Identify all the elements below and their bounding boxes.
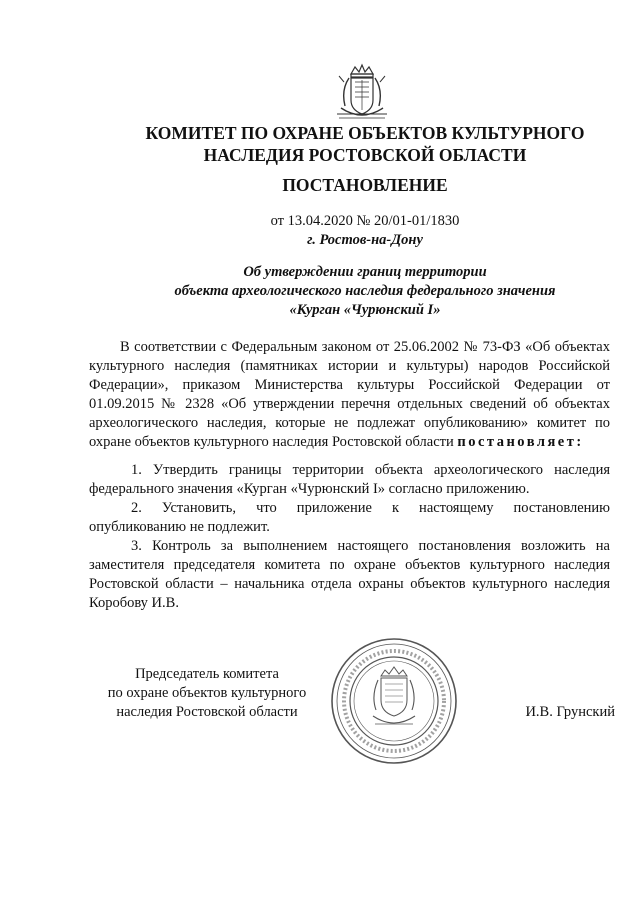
organization-title-line1: КОМИТЕТ ПО ОХРАНЕ ОБЪЕКТОВ КУЛЬТУРНОГО	[145, 123, 585, 143]
resolution-item: 1. Утвердить границы территории объекта археологического наследия федерального значения «Курган «Чурюнский I» согласно приложению.	[89, 462, 610, 497]
signer-position-line1: Председатель комитета	[135, 666, 279, 682]
document-meta	[100, 212, 630, 250]
signer-position	[92, 665, 322, 722]
resolution-item: 2. Установить, что приложение к настоящему постановлению опубликованию не подлежит.	[89, 500, 610, 535]
preamble-text: В соответствии с Федеральным законом от 25.06.2002 № 73-ФЗ «Об объектах культурного наследия (памятниках истории и культуры) народов Российской Федерации», приказом Министерства культуры Российской Федерации от 01.09.2015 № 2328 «Об утверждении перечня отдельных сведений об объектах археологического наследия, которые не подлежат опубликованию» комитет по охране объектов культурного наследия Ростовской области	[89, 339, 610, 450]
document-type-title: ПОСТАНОВЛЕНИЕ	[282, 175, 448, 195]
signer-position-line3: наследия Ростовской области	[116, 704, 298, 720]
signer-name: И.В. Грунский	[525, 704, 615, 720]
coat-of-arms-emblem	[331, 62, 393, 124]
resolves-word: постановляет:	[457, 434, 584, 450]
subject-line1: Об утверждении границ территории	[243, 264, 487, 280]
document-date-number: от 13.04.2020 № 20/01-01/1830	[270, 213, 460, 229]
document-city: г. Ростов-на-Дону	[307, 232, 423, 248]
preamble-paragraph	[89, 338, 610, 452]
organization-title-line2: НАСЛЕДИЯ РОСТОВСКОЙ ОБЛАСТИ	[203, 145, 527, 165]
organization-title	[100, 122, 630, 166]
subject-line2: объекта археологического наследия федерального значения	[174, 283, 556, 299]
subject-line3: «Курган «Чурюнский I»	[289, 302, 441, 318]
official-seal-stamp	[329, 636, 459, 766]
signer-position-line2: по охране объектов культурного	[107, 685, 307, 701]
resolution-items	[89, 461, 610, 613]
resolution-item: 3. Контроль за выполнением настоящего постановления возложить на заместителя председателя комитета по охране объектов культурного наследия Ростовской области – начальника отдела охраны объектов культурного наследия Коробову И.В.	[89, 538, 610, 611]
document-subject	[110, 263, 620, 320]
